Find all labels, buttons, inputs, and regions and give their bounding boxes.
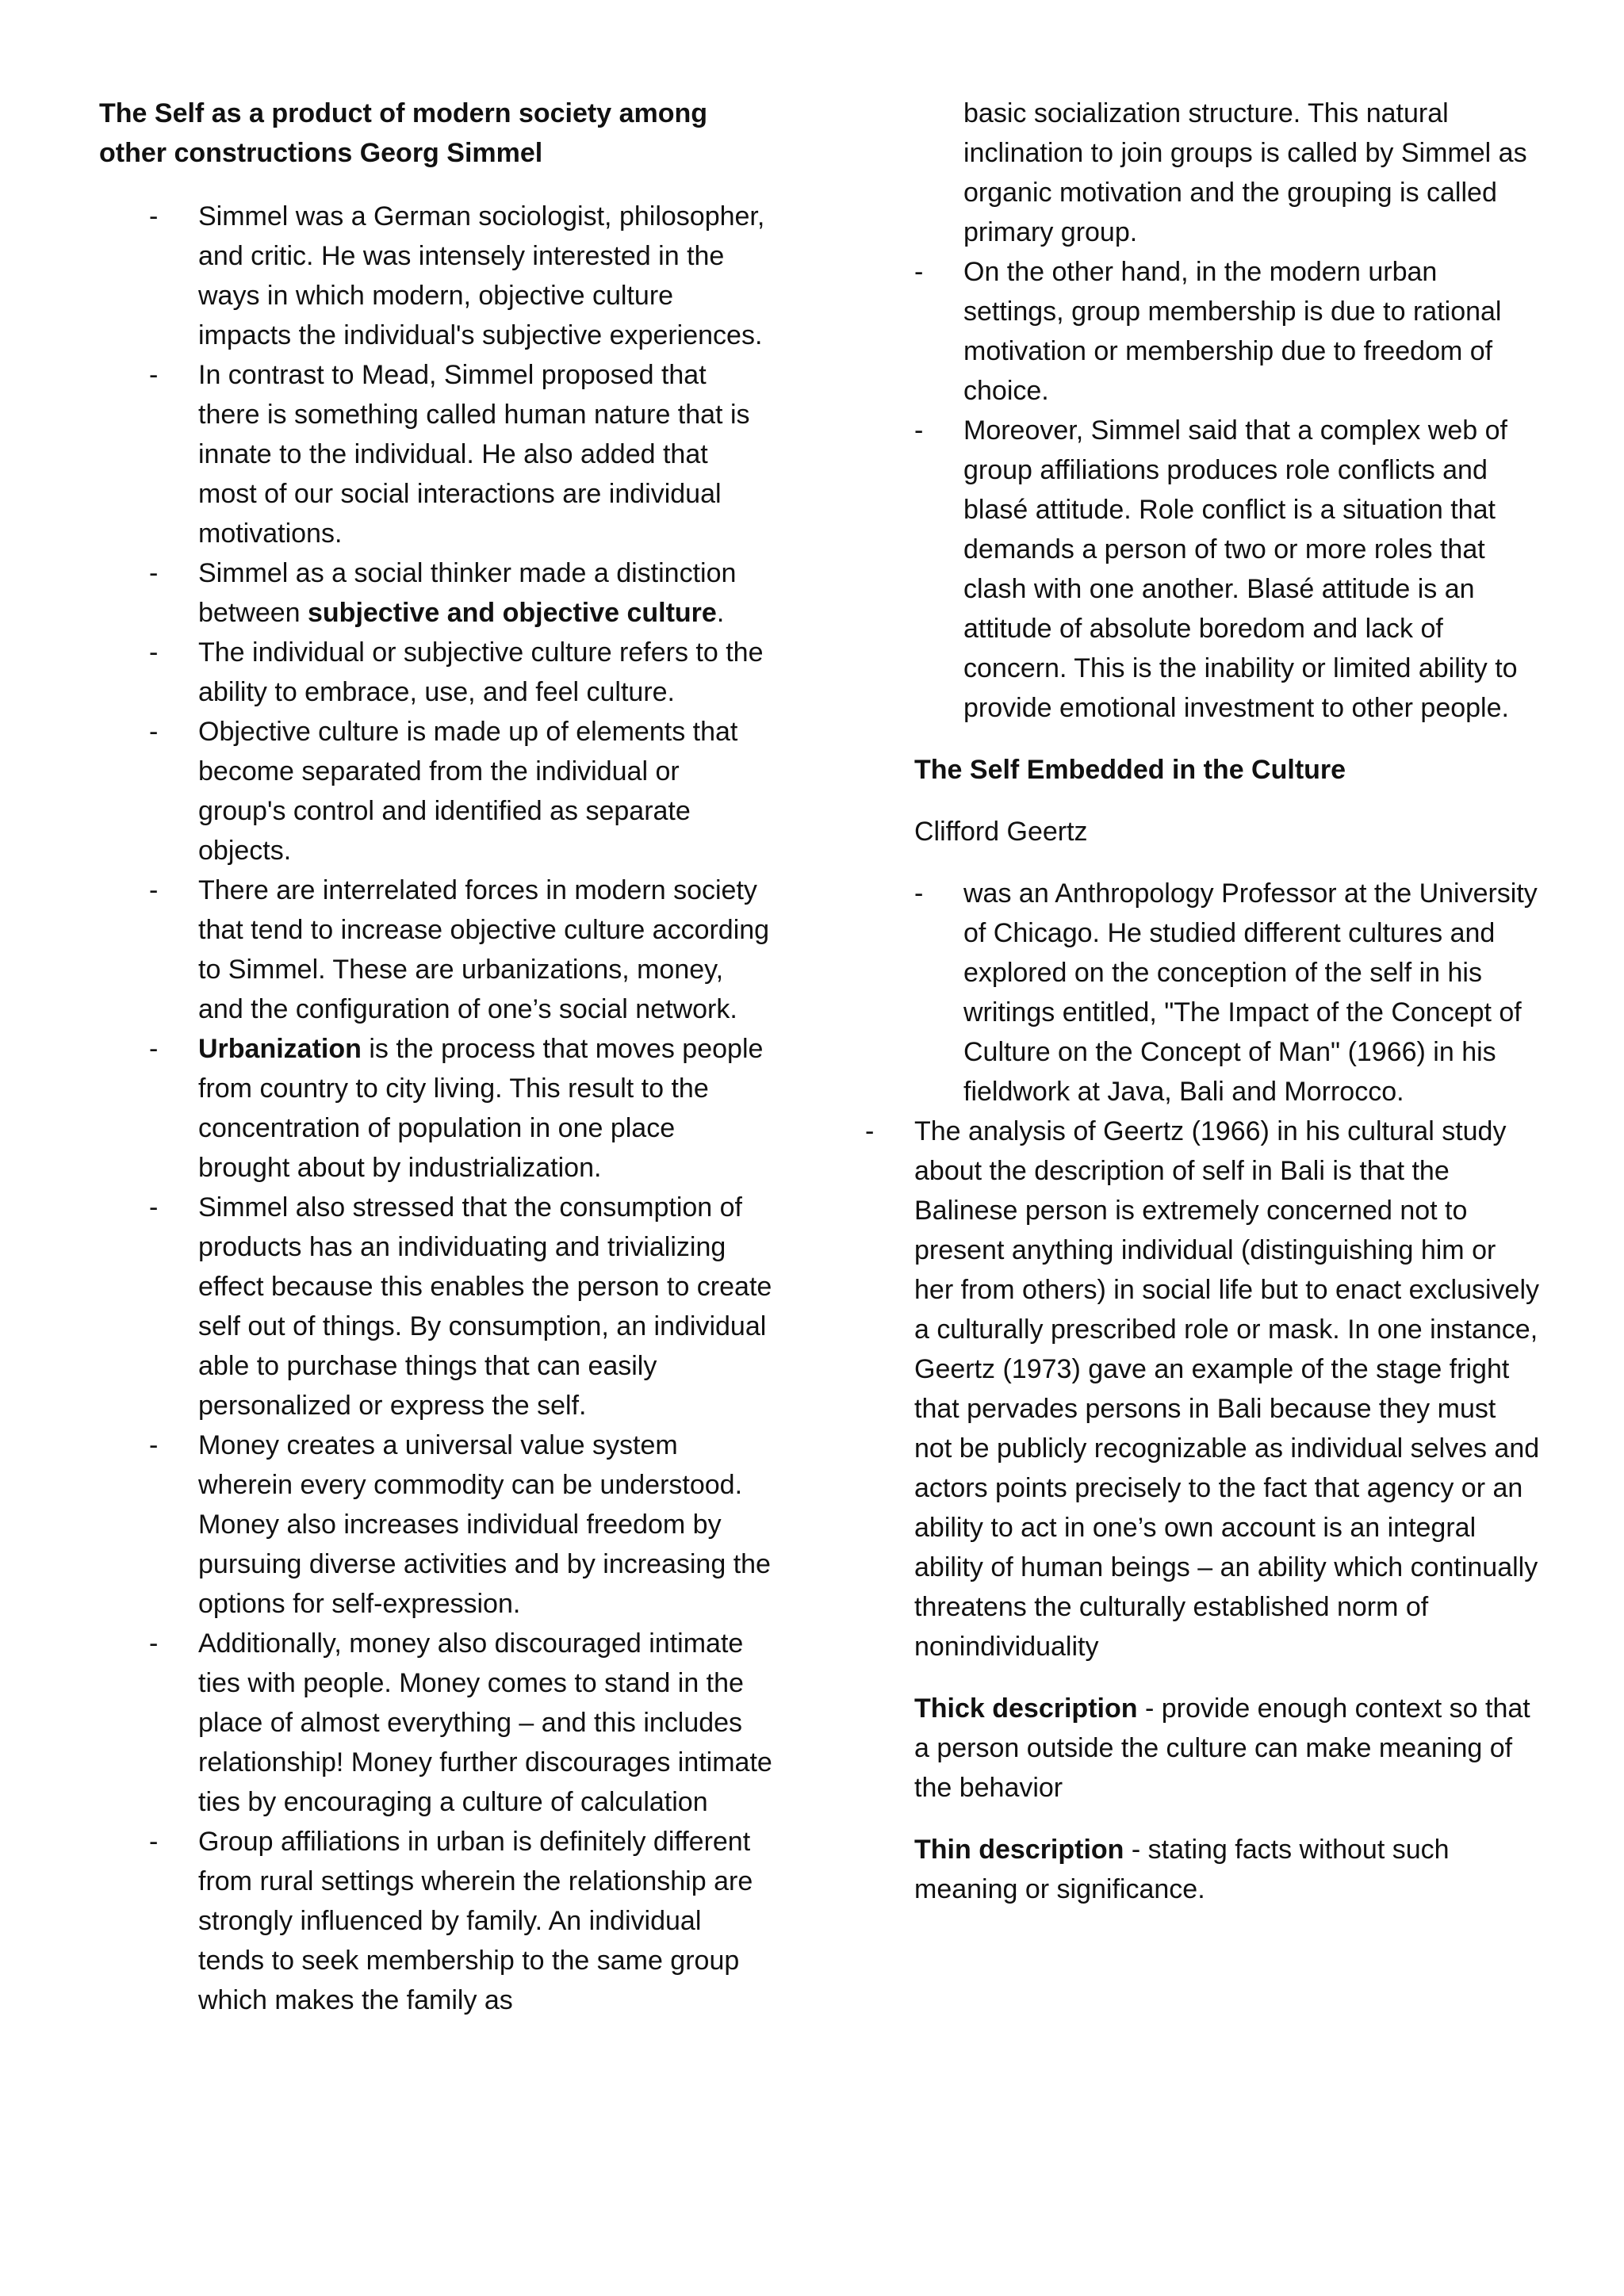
left-column — [99, 94, 773, 2020]
emphasis-text: Urbanization — [198, 1034, 362, 1064]
list-item: - On the other hand, in the modern urban settings, group membership is due to rational motivation or membership due to freedom of choice. — [914, 252, 1541, 411]
simmel-bullet-list-continued — [914, 252, 1541, 728]
term-thin-description: Thin description — [914, 1835, 1124, 1865]
list-item: - Simmel as a social thinker made a distinction between subjective and objective culture. — [99, 553, 773, 633]
geertz-analysis-paragraph: - The analysis of Geertz (1966) in his cultural study about the description of self in Bali is that the Balinese person is extremely concerned not to present anything individual (distinguishing him or her from others) in social life but to enact exclusively a culturally prescribed role or mask. In one instance, Geertz (1973) gave an example of the stage fright that pervades persons in Bali because they must not be publicly recognizable as individual selves and actors points precisely to the fact that agency or an ability to act in one’s own account is an integral ability of human beings – an ability which continually threatens the culturally established norm of nonindividuality — [914, 1112, 1541, 1667]
thick-description-definition: Thick description - provide enough context so that a person outside the culture can make meaning of the behavior — [914, 1693, 1530, 1803]
simmel-bullet-list — [99, 197, 773, 2020]
term-thick-description: Thick description — [914, 1693, 1138, 1724]
list-item: - There are interrelated forces in modern society that tend to increase objective culture according to Simmel. These are urbanizations, money, and the configuration of one’s social network. — [99, 871, 773, 1029]
list-item: - Money creates a universal value system wherein every commodity can be understood. Money also increases individual freedom by pursuing diverse activities and by increasing the options for self-expression. — [99, 1425, 773, 1624]
continued-list-text: basic socialization structure. This natural inclination to join groups is called by Simmel as organic motivation and the grouping is called primary group. — [963, 98, 1527, 247]
list-item: - Objective culture is made up of elements that become separated from the individual or group's control and identified as separate objects. — [99, 712, 773, 871]
geertz-bullet-list — [914, 874, 1541, 1112]
list-item: - Moreover, Simmel said that a complex web of group affiliations produces role conflicts and blasé attitude. Role conflict is a situation that demands a person of two or more roles that clash with one another. Blasé attitude is an attitude of absolute boredom and lack of concern. This is the inability or limited ability to provide emotional investment to other people. — [914, 411, 1541, 728]
list-item: - The individual or subjective culture refers to the ability to embrace, use, and feel culture. — [99, 633, 773, 712]
list-item: - In contrast to Mead, Simmel proposed that there is something called human nature that is innate to the individual. He also added that most of our social interactions are individual motivations. — [99, 355, 773, 553]
thin-description-definition: Thin description - stating facts without such meaning or significance. — [914, 1835, 1450, 1904]
list-item: - Simmel was a German sociologist, philosopher, and critic. He was intensely interested in the ways in which modern, objective culture impacts the individual's subjective experiences. — [99, 197, 773, 355]
list-item: - was an Anthropology Professor at the University of Chicago. He studied different cultures and explored on the conception of the self in his writings entitled, "The Impact of the Concept of Culture on the Concept of Man" (1966) in his fieldwork at Java, Bali and Morrocco. — [914, 874, 1541, 1112]
list-item: - Additionally, money also discouraged intimate ties with people. Money comes to stand in the place of almost everything – and this includes relationship! Money further discourages intimate ties by encouraging a culture of calculation — [99, 1624, 773, 1822]
list-item: - Simmel also stressed that the consumption of products has an individuating and trivializing effect because this enables the person to create self out of things. By consumption, an individual able to purchase things that can easily personalized or express the self. — [99, 1188, 773, 1425]
right-column — [865, 94, 1541, 1931]
section-title-simmel: The Self as a product of modern society among other constructions Georg Simmel — [99, 98, 708, 168]
author-name: Clifford Geertz — [914, 817, 1088, 847]
list-item: - Urbanization is the process that moves people from country to city living. This result to the concentration of population in one place brought about by industrialization. — [99, 1029, 773, 1188]
section-title-geertz: The Self Embedded in the Culture — [914, 755, 1346, 785]
emphasis-text: subjective and objective culture — [308, 598, 717, 628]
list-item: - Group affiliations in urban is definitely different from rural settings wherein the relationship are strongly influenced by family. An individual tends to seek membership to the same group which makes the family as — [99, 1822, 773, 2020]
dash-marker: - — [865, 1116, 875, 1146]
